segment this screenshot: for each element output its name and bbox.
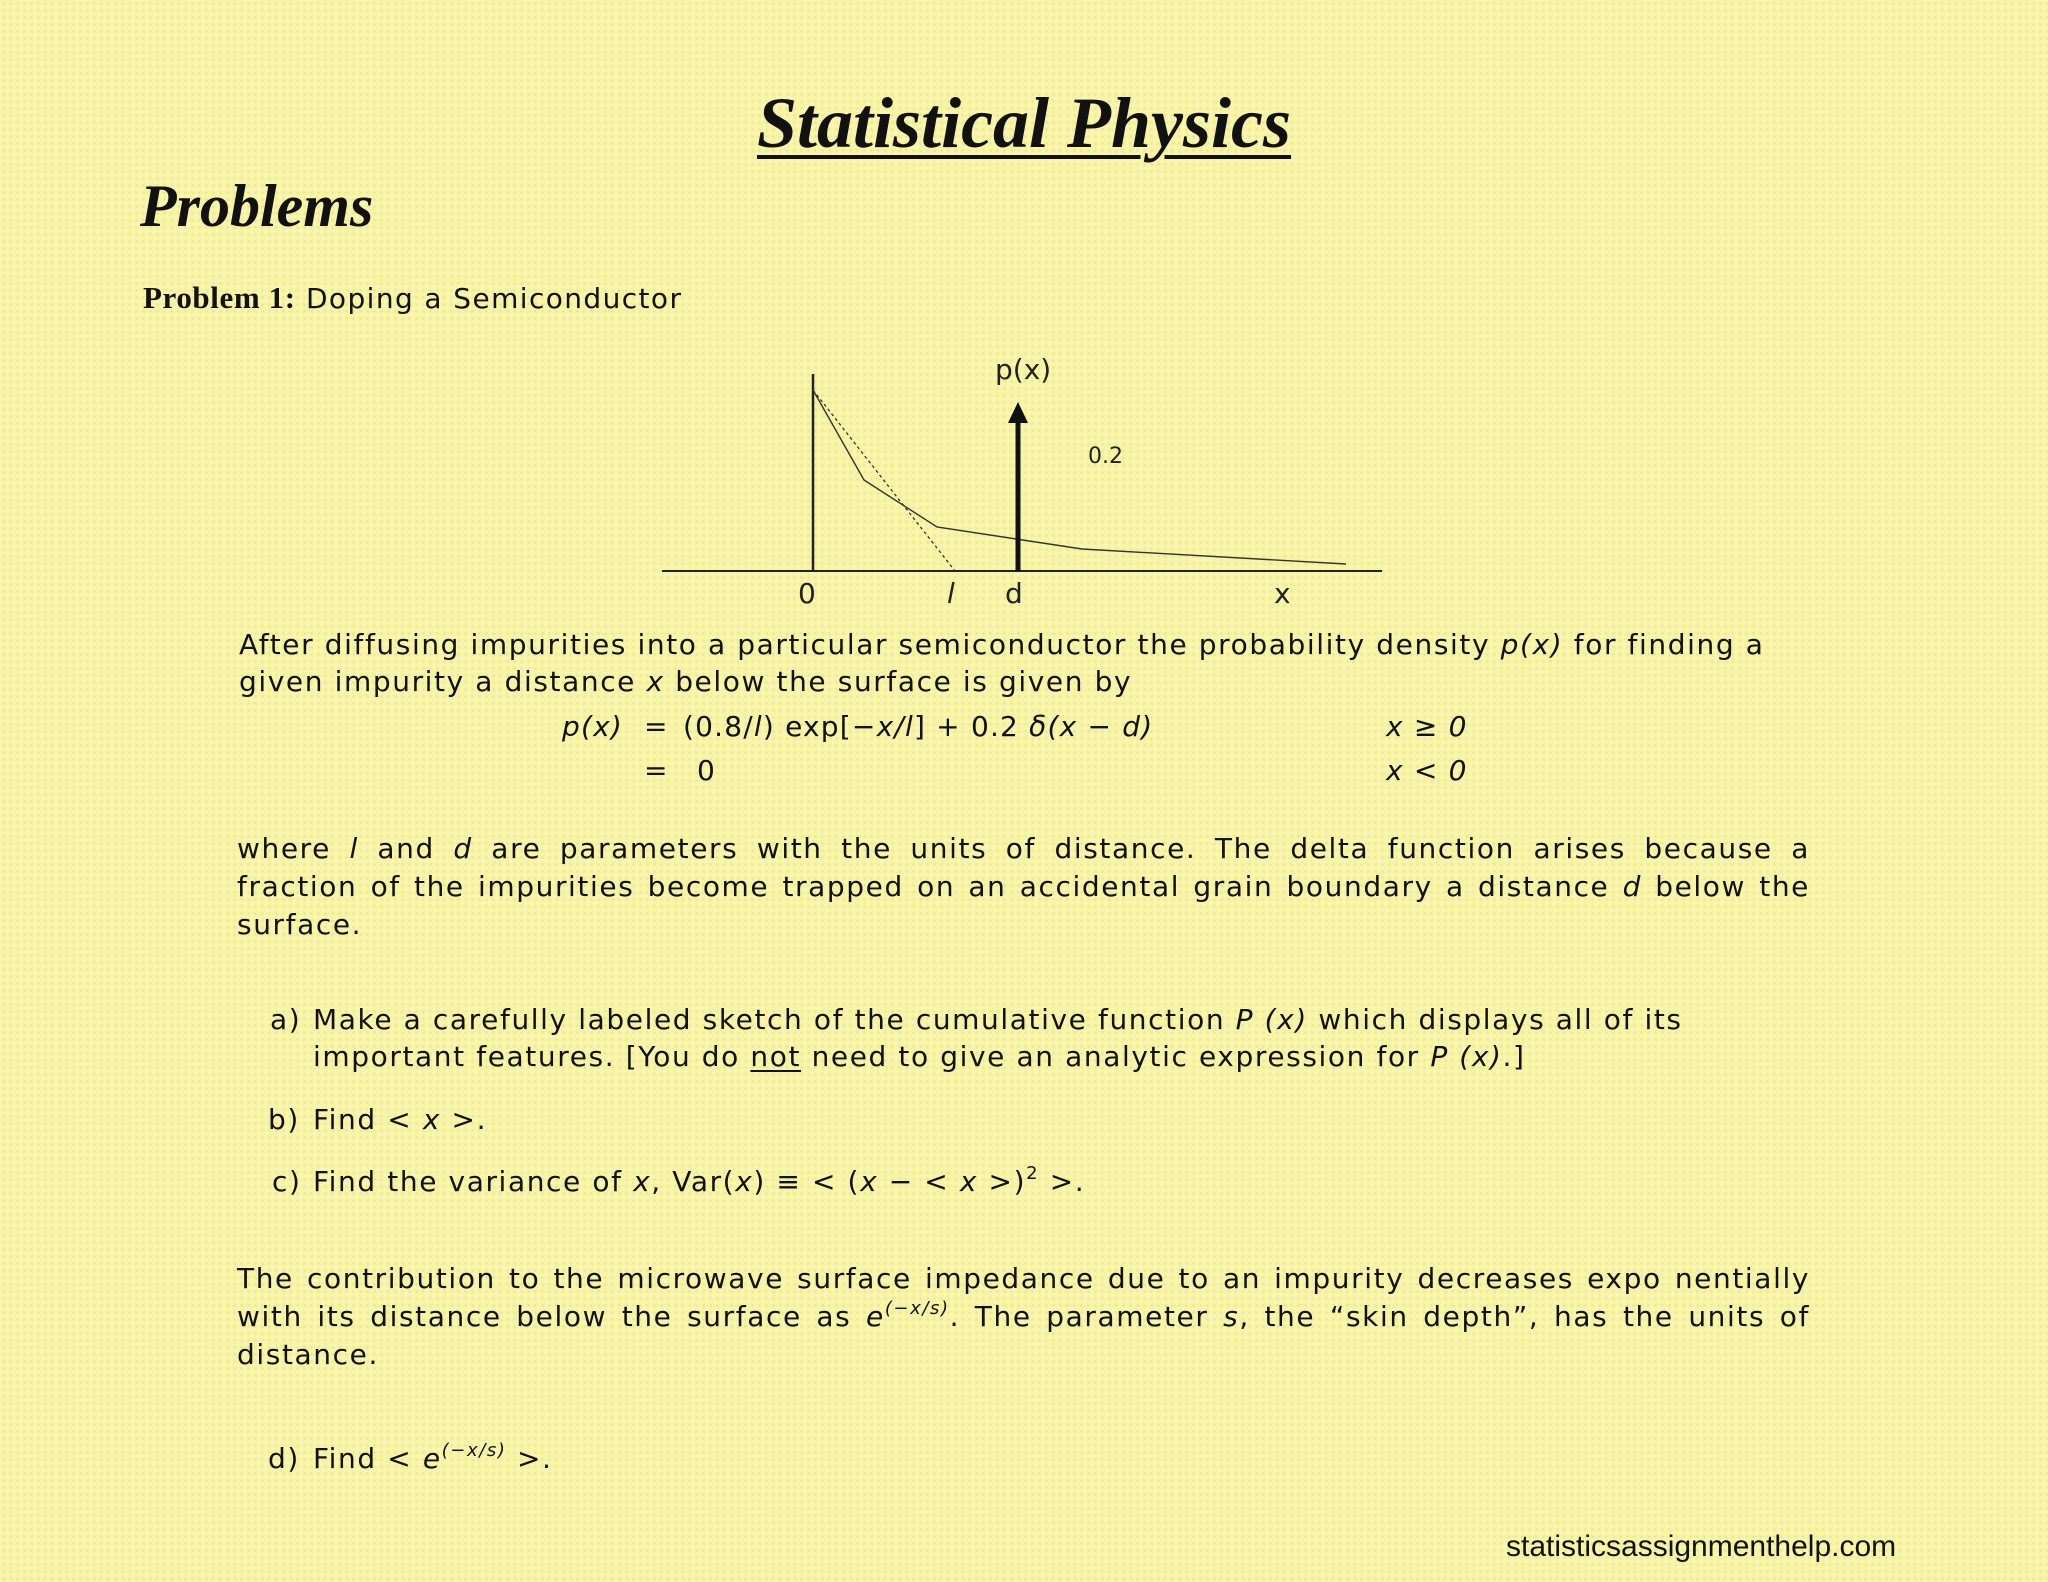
question-marker: a) bbox=[270, 1003, 302, 1036]
arrow-head-icon bbox=[1008, 402, 1028, 423]
x-axis-label: x bbox=[1274, 577, 1291, 610]
equation-condition-2: x < 0 bbox=[1386, 754, 1468, 787]
equation-condition-1: x ≥ 0 bbox=[1386, 710, 1468, 743]
problem-label: Problem 1: bbox=[143, 280, 296, 315]
paragraph-impedance: The contribution to the microwave surface impedance due to an impurity decreases expo nentially with its distance below the surface as $e^{(-x/s)}$. The parameter s, the “skin depth”, has the units of distance. bbox=[237, 1262, 1810, 1371]
question-marker: c) bbox=[272, 1165, 302, 1198]
question-text: important features. [You do not need to give an analytic expression for P (x).] bbox=[313, 1040, 1526, 1073]
delta-weight-label: 0.2 bbox=[1088, 444, 1123, 469]
tangent-dotted-line bbox=[813, 390, 955, 571]
section-heading: Problems bbox=[140, 173, 374, 239]
intro-line-2: given impurity a distance x below the surface is given by bbox=[239, 665, 1133, 698]
equation-equals-2: = bbox=[644, 754, 669, 787]
question-marker: d) bbox=[268, 1442, 300, 1475]
x-l-label: l bbox=[947, 577, 955, 610]
question-text: Find the variance of x, Var(x) ≡ < (x − < x >)$^2$ >. bbox=[313, 1163, 1086, 1198]
problem-name: Doping a Semiconductor bbox=[305, 282, 683, 315]
y-axis-label: p(x) bbox=[995, 353, 1052, 386]
equation-rhs-1: (0.8/l) exp[−x/l] + 0.2 δ(x − d) bbox=[683, 710, 1154, 743]
x-origin-label: 0 bbox=[798, 577, 816, 610]
density-figure bbox=[0, 0, 2048, 640]
question-text: Find < $e^{(-x/s)}$ >. bbox=[313, 1440, 553, 1475]
equation-lhs: p(x) bbox=[562, 710, 623, 743]
question-text: Find < x >. bbox=[313, 1103, 488, 1136]
question-text: Make a carefully labeled sketch of the cumulative function P (x) which displays all of its bbox=[313, 1003, 1683, 1036]
page-title: Statistical Physics bbox=[756, 83, 1292, 163]
paragraph-parameters: where l and d are parameters with the units of distance. The delta function arises because a fraction of the impurities become trapped on an accidental grain boundary a distance d below the surface. bbox=[237, 832, 1811, 941]
x-d-label: d bbox=[1005, 577, 1023, 610]
footer-website: statisticsassignmenthelp.com bbox=[1506, 1530, 1897, 1563]
intro-line-1: After diffusing impurities into a particular semiconductor the probability density p(x) for finding a bbox=[239, 628, 1765, 661]
density-curve bbox=[813, 390, 1346, 564]
question-marker: b) bbox=[268, 1103, 300, 1136]
equation-equals-1: = bbox=[644, 710, 669, 743]
equation-rhs-2: 0 bbox=[697, 754, 717, 787]
